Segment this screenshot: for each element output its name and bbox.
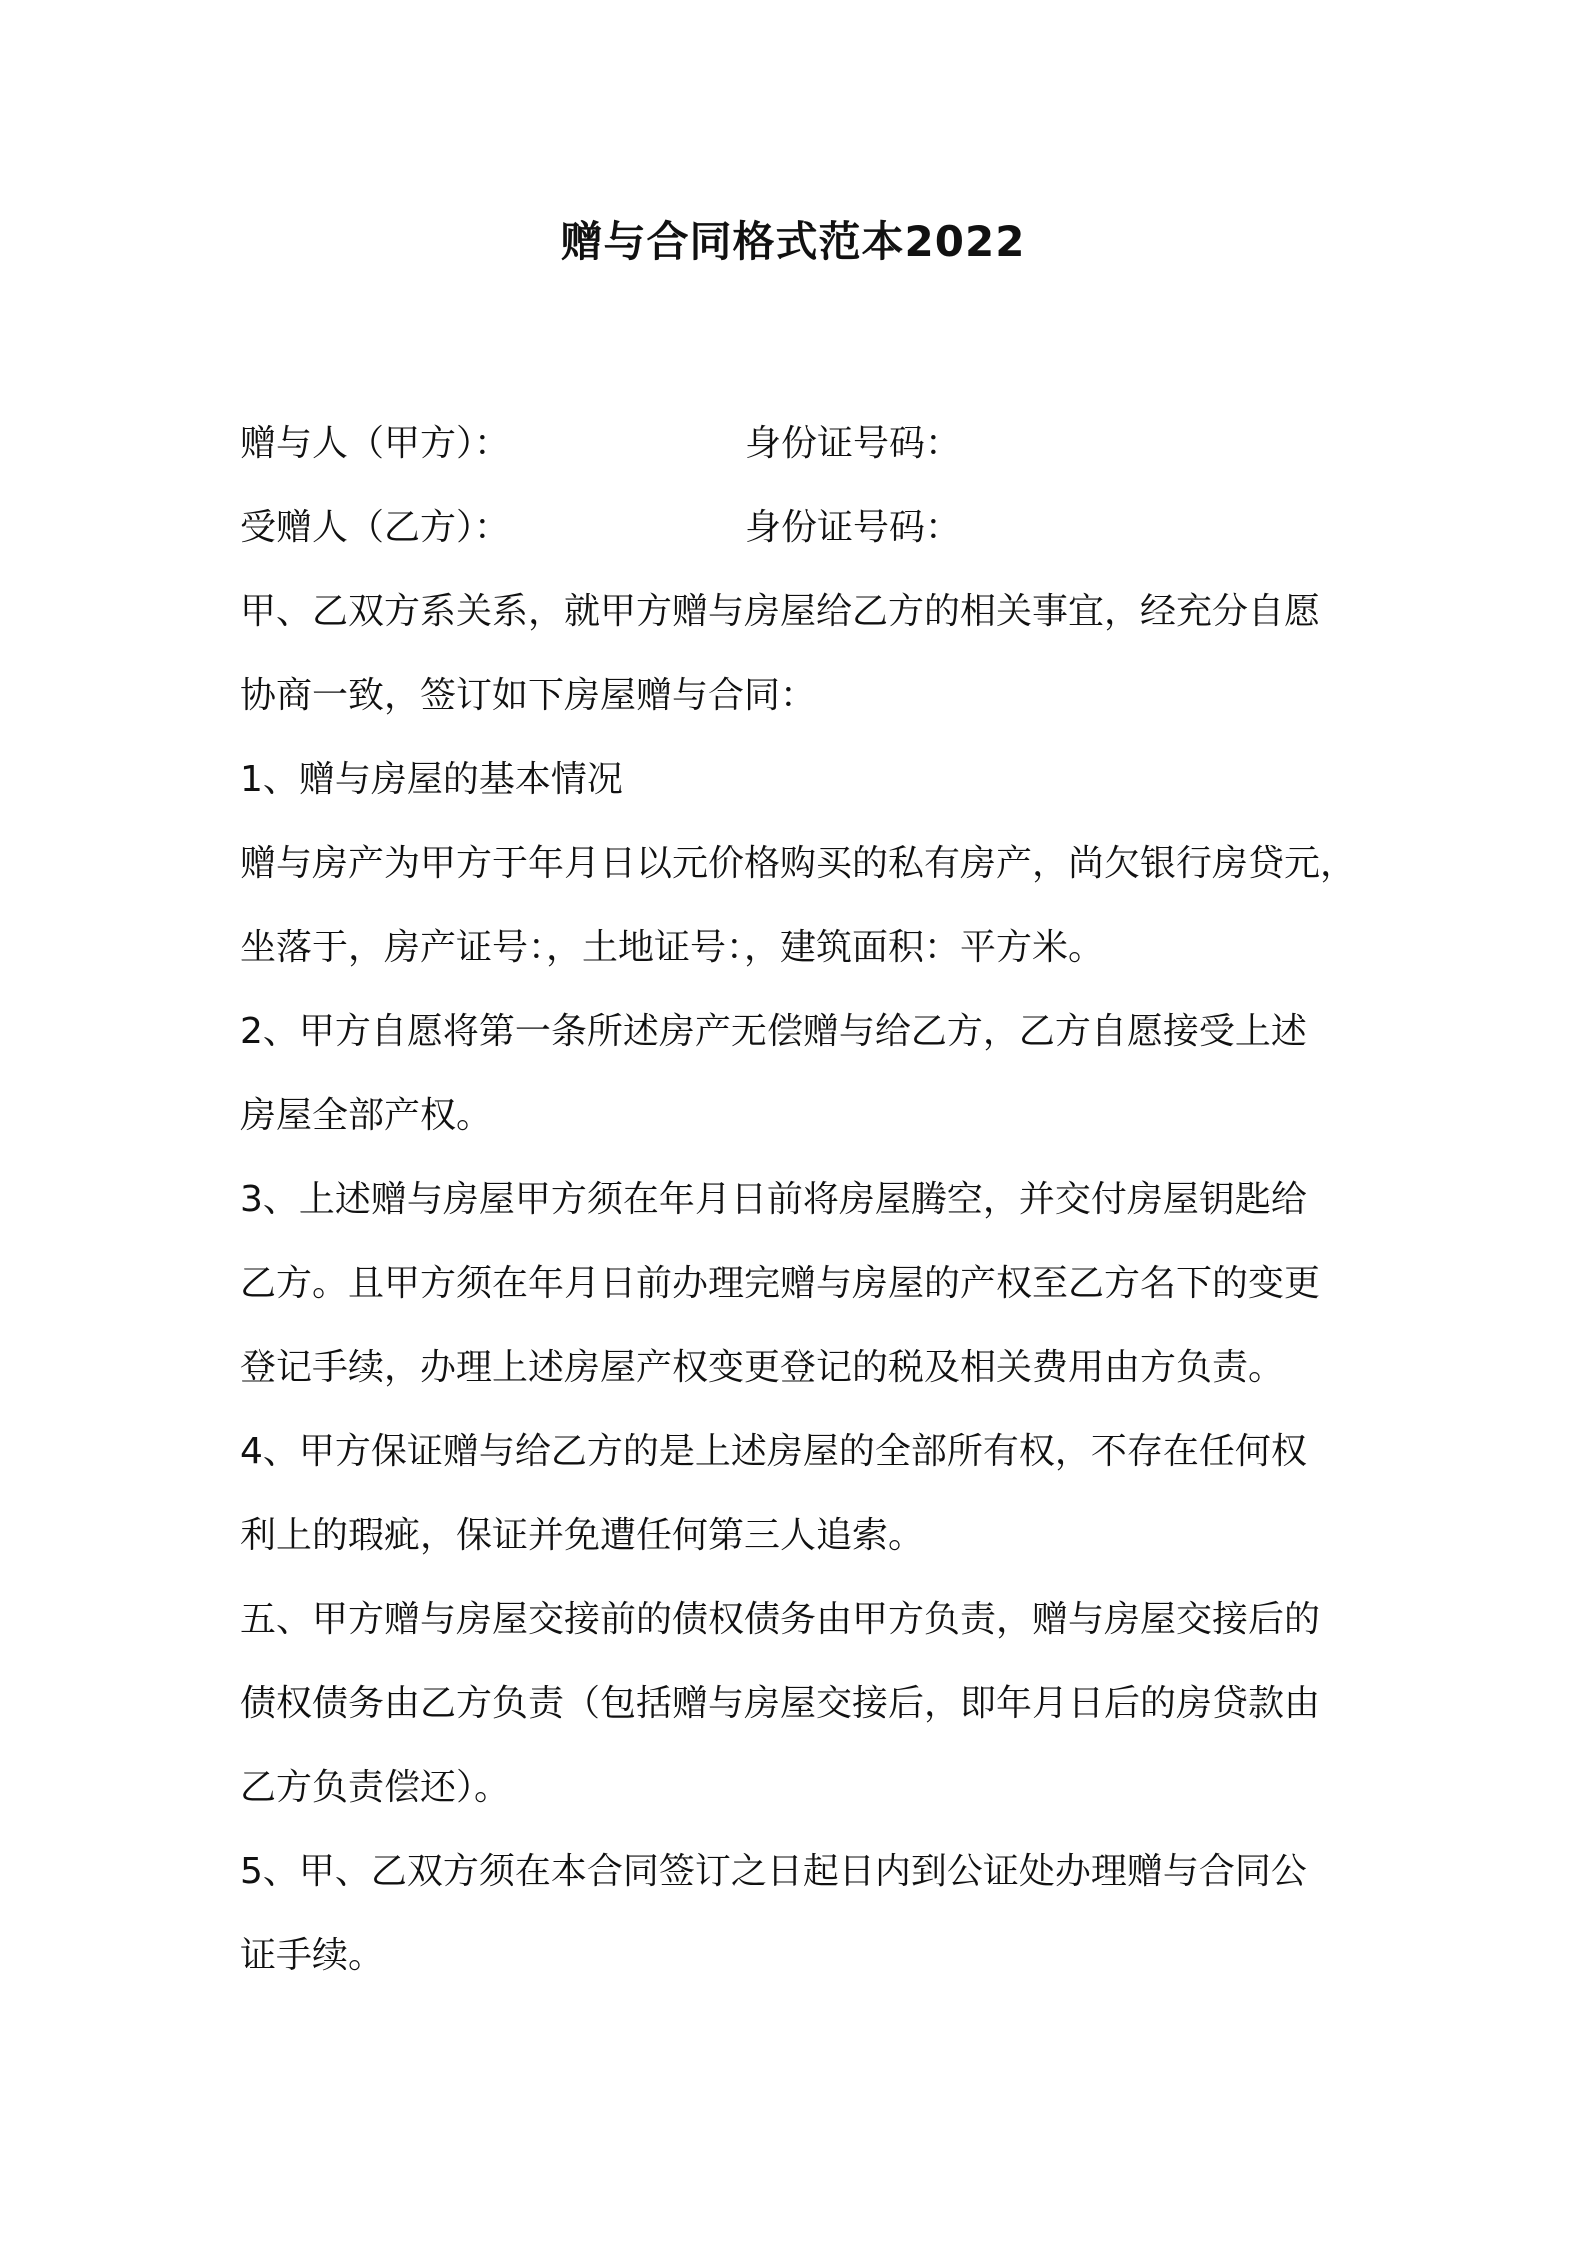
donee-label: 受赠人（乙方）： [240,507,511,548]
donee-id-label: 身份证号码： [745,507,962,548]
body-line: 利上的瑕疵，保证并免遭任何第三人追索。 [240,1515,925,1556]
body-line: 乙方。且甲方须在年月日前办理完赠与房屋的产权至乙方名下的变更 [240,1263,1321,1304]
section-heading: 1、赠与房屋的基本情况 [240,759,623,800]
clause-line: 五、甲方赠与房屋交接前的债权债务由甲方负责，赠与房屋交接后的 [240,1599,1321,1640]
body-line: 债权债务由乙方负责（包括赠与房屋交接后，即年月日后的房贷款由 [240,1683,1321,1724]
document-title: 赠与合同格式范本2022 [560,217,1026,266]
donor-row [240,402,1360,486]
body-line: 甲、乙双方系关系，就甲方赠与房屋给乙方的相关事宜，经充分自愿 [240,591,1321,632]
clause-line: 4、甲方保证赠与给乙方的是上述房屋的全部所有权，不存在任何权 [240,1431,1307,1472]
body-line: 房屋全部产权。 [240,1095,493,1136]
donor-id-label: 身份证号码： [745,423,962,464]
document-body [240,402,1360,1998]
donor-label: 赠与人（甲方）： [240,423,511,464]
body-line: 证手续。 [240,1935,385,1976]
body-line: 协商一致，签订如下房屋赠与合同： [240,675,817,716]
clause-line: 3、上述赠与房屋甲方须在年月日前将房屋腾空，并交付房屋钥匙给 [240,1179,1307,1220]
clause-line: 2、甲方自愿将第一条所述房产无偿赠与给乙方，乙方自愿接受上述 [240,1011,1307,1052]
body-line: 坐落于，房产证号：，土地证号：，建筑面积：平方米。 [240,927,1105,968]
clause-line: 5、甲、乙双方须在本合同签订之日起日内到公证处办理赠与合同公 [240,1851,1307,1892]
body-line: 赠与房产为甲方于年月日以元价格购买的私有房产，尚欠银行房贷元， [240,843,1357,884]
donee-row [240,486,1360,570]
body-line: 登记手续，办理上述房屋产权变更登记的税及相关费用由方负责。 [240,1347,1285,1388]
body-line: 乙方负责偿还）。 [240,1767,511,1808]
